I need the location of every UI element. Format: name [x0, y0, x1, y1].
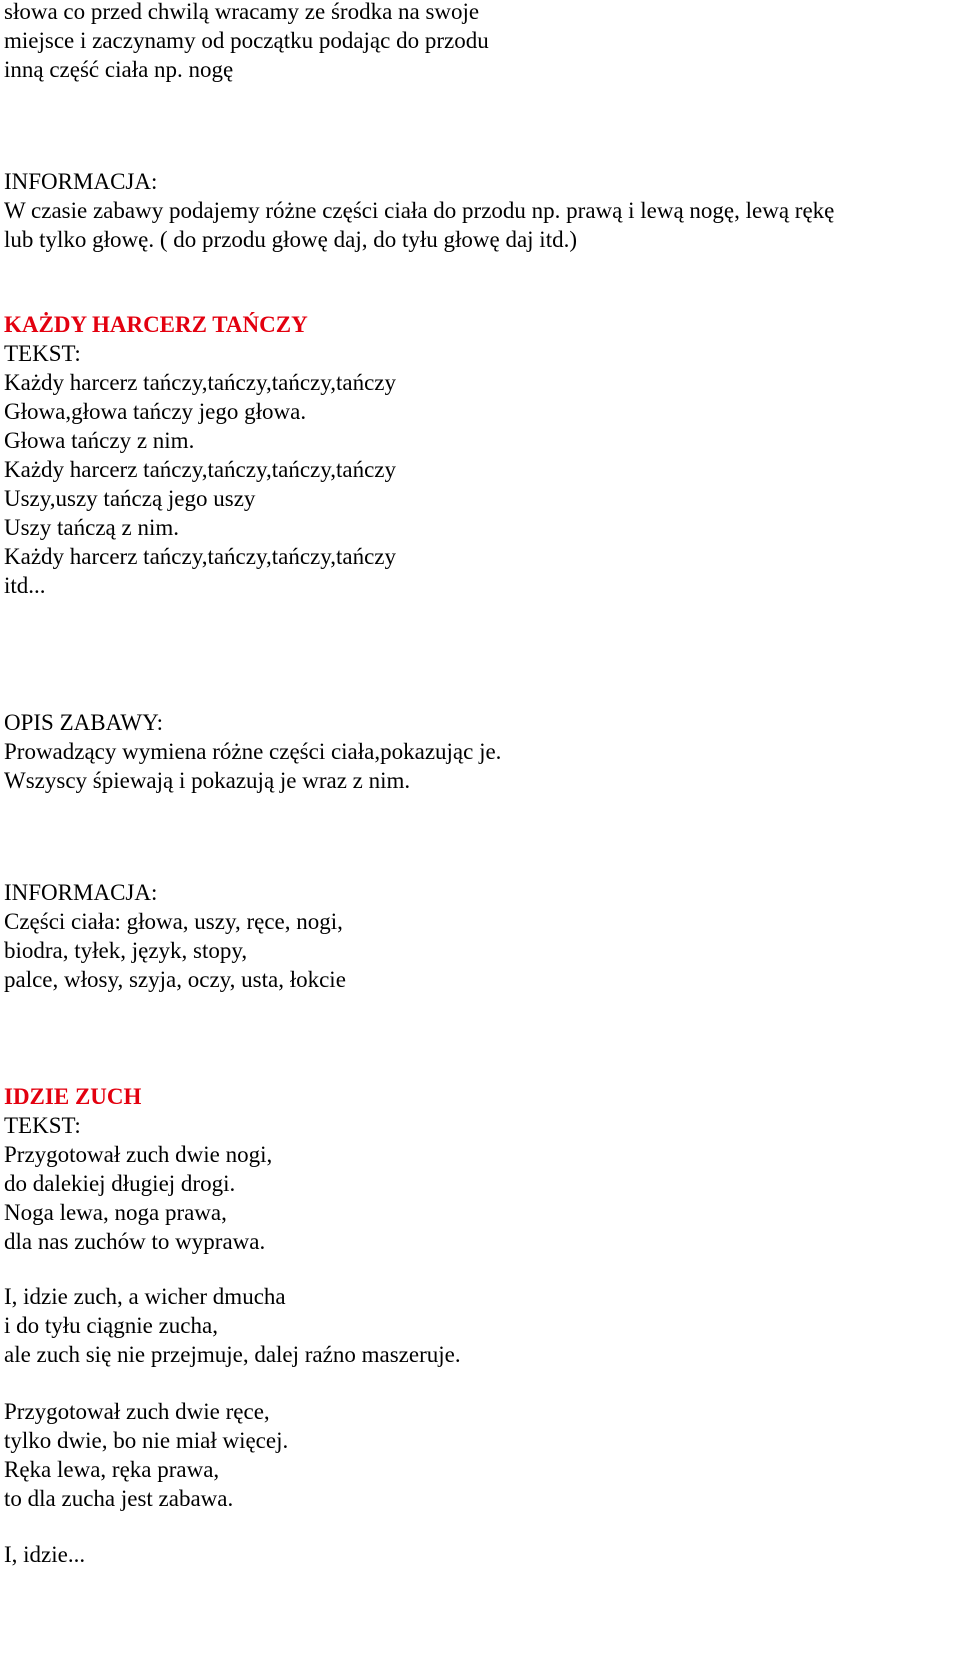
- desc-line: Prowadzący wymiena różne części ciała,pokazując je.: [4, 739, 502, 764]
- song-line: itd...: [4, 573, 46, 598]
- song-line: Przygotował zuch dwie nogi,: [4, 1142, 273, 1167]
- song-line: do dalekiej długiej drogi.: [4, 1171, 236, 1196]
- song-text-label: TEKST:: [4, 341, 81, 366]
- info-line: W czasie zabawy podajemy różne części ciała do przodu np. prawą i lewą nogę, lewą rękę: [4, 198, 835, 223]
- song-text-label: TEKST:: [4, 1113, 81, 1138]
- intro-line: inną część ciała np. nogę: [4, 57, 234, 82]
- song-line: Każdy harcerz tańczy,tańczy,tańczy,tańczy: [4, 370, 397, 395]
- song-line: Każdy harcerz tańczy,tańczy,tańczy,tańczy: [4, 544, 397, 569]
- song-line: dla nas zuchów to wyprawa.: [4, 1229, 266, 1254]
- info-label: INFORMACJA:: [4, 169, 158, 194]
- song-line: Przygotował zuch dwie ręce,: [4, 1399, 270, 1424]
- info-line: lub tylko głowę. ( do przodu głowę daj, do tyłu głowę daj itd.): [4, 227, 577, 252]
- desc-line: Wszyscy śpiewają i pokazują je wraz z nim.: [4, 768, 411, 793]
- song-title: KAŻDY HARCERZ TAŃCZY: [4, 312, 308, 337]
- intro-line: miejsce i zaczynamy od początku podając do przodu: [4, 28, 489, 53]
- info-line: biodra, tyłek, język, stopy,: [4, 938, 248, 963]
- song-verse-2: [4, 1397, 288, 1513]
- song-line: to dla zucha jest zabawa.: [4, 1486, 234, 1511]
- song-line: Każdy harcerz tańczy,tańczy,tańczy,tańczy: [4, 457, 397, 482]
- song-line: ale zuch się nie przejmuje, dalej raźno maszeruje.: [4, 1342, 461, 1367]
- desc-label: OPIS ZABAWY:: [4, 710, 163, 735]
- info-line: Części ciała: głowa, uszy, ręce, nogi,: [4, 909, 343, 934]
- song-line: tylko dwie, bo nie miał więcej.: [4, 1428, 289, 1453]
- song-line: Uszy,uszy tańczą jego uszy: [4, 486, 256, 511]
- info-line: palce, włosy, szyja, oczy, usta, łokcie: [4, 967, 346, 992]
- song-line: I, idzie...: [4, 1542, 86, 1567]
- song-chorus: [4, 1282, 461, 1369]
- intro-paragraph: [4, 0, 489, 84]
- info-section-2: [4, 878, 346, 994]
- song-ending: [4, 1540, 85, 1569]
- song-line: Noga lewa, noga prawa,: [4, 1200, 227, 1225]
- song-line: I, idzie zuch, a wicher dmucha: [4, 1284, 286, 1309]
- song-section-1: [4, 310, 396, 600]
- info-label: INFORMACJA:: [4, 880, 158, 905]
- song-line: Ręka lewa, ręka prawa,: [4, 1457, 220, 1482]
- song-section-2: [4, 1082, 272, 1256]
- song-line: Głowa,głowa tańczy jego głowa.: [4, 399, 307, 424]
- song-title: IDZIE ZUCH: [4, 1084, 142, 1109]
- info-section-1: [4, 167, 834, 254]
- song-line: i do tyłu ciągnie zucha,: [4, 1313, 218, 1338]
- song-line: Uszy tańczą z nim.: [4, 515, 179, 540]
- intro-line: słowa co przed chwilą wracamy ze środka na swoje: [4, 0, 480, 24]
- song-line: Głowa tańczy z nim.: [4, 428, 195, 453]
- description-section: [4, 708, 501, 795]
